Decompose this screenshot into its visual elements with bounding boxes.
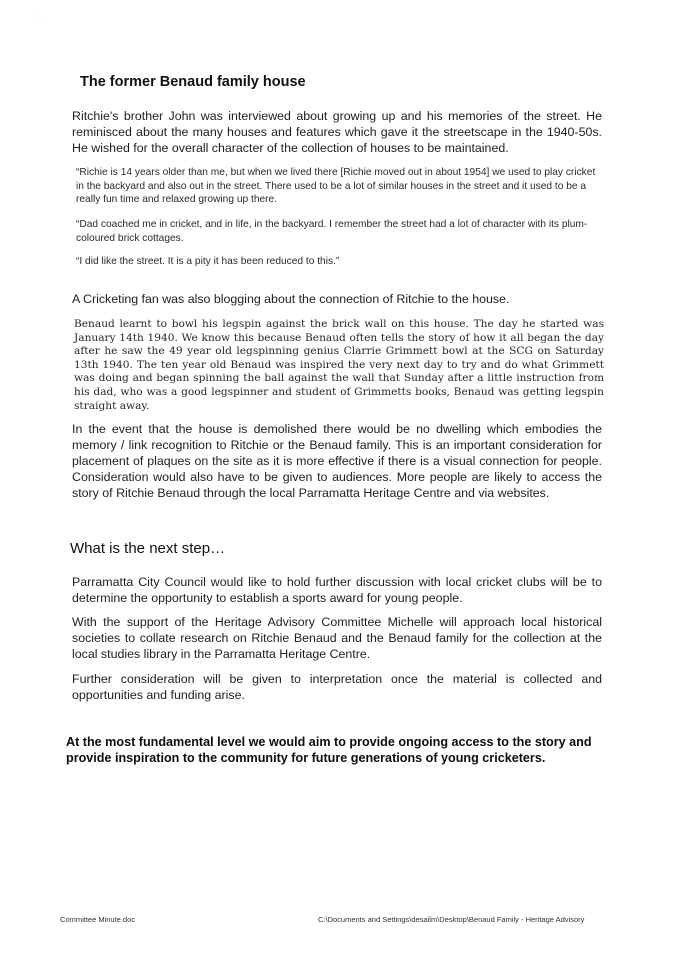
footer-filepath: C:\Documents and Settings\desailm\Desktop\Benaud Family - Heritage Advisory xyxy=(318,915,585,924)
quote-2: “Dad coached me in cricket, and in life, in the backyard. I remember the street had a lot of character with its plum-coloured brick cottages. xyxy=(76,219,588,244)
closing-statement: At the most fundamental level we would aim to provide ongoing access to the story and provide inspiration to the community for future generations of young cricketers. xyxy=(66,735,592,765)
quote-1: “Richie is 14 years older than me, but when we lived there [Richie moved out in about 1954] we used to play cricket in the backyard and also out in the street. There used to be a lot of similar houses in the street and it used to be a really fun time and relaxed growing up there. xyxy=(76,167,596,205)
next-step-paragraph-3: Further consideration will be given to interpretation once the material is collected and opportunities and funding arise. xyxy=(72,672,602,702)
blog-excerpt: Benaud learnt to bowl his legspin against the brick wall on this house. The day he started was January 14th 1940. We know this because Benaud often tells the story of how it all began the day after he saw the 49 year old legspinning genius Clarrie Grimmett bowl at the SCG on Saturday 13th 1940. The ten year old Benaud was inspired the very next day to try and do what Grimmett was doing and began spinning the ball against the wall that Sunday after a little instruction from his dad, who was a good legspinner and student of Grimmetts books, Benaud was getting legspin straight away. xyxy=(74,318,604,412)
intro-paragraph: Ritchie's brother John was interviewed about growing up and his memories of the street. He reminisced about the many houses and features which gave it the streetscape in the 1940-50s. He wished for the overall character of the collection of houses to be maintained. xyxy=(72,109,602,155)
next-step-heading: What is the next step… xyxy=(70,540,226,557)
footer-filename: Committee Minute.doc xyxy=(60,915,136,924)
next-step-paragraph-1: Parramatta City Council would like to hold further discussion with local cricket clubs will be to determine the opportunity to establish a sports award for young people. xyxy=(72,575,602,605)
quote-3: “I did like the street. It is a pity it has been reduced to this.” xyxy=(76,256,340,267)
next-step-paragraph-2: With the support of the Heritage Advisory Committee Michelle will approach local historical societies to collate research on Ritchie Benaud and the Benaud family for the collection at the local studies library in the Parramatta Heritage Centre. xyxy=(72,615,602,661)
section-heading-benaud-house: The former Benaud family house xyxy=(80,74,306,90)
scan-artifact: · ˙ . xyxy=(34,16,45,23)
fan-intro-paragraph: A Cricketing fan was also blogging about the connection of Ritchie to the house. xyxy=(72,292,510,306)
demolition-paragraph: In the event that the house is demolished there would be no dwelling which embodies the memory / link recognition to Ritchie or the Benaud family. This is an important consideration for placement of plaques on the site as it is more effective if there is a visual connection for people. Consideration would also have to be given to audiences. More people are likely to access the story of Ritchie Benaud through the local Parramatta Heritage Centre and via websites. xyxy=(72,422,602,500)
